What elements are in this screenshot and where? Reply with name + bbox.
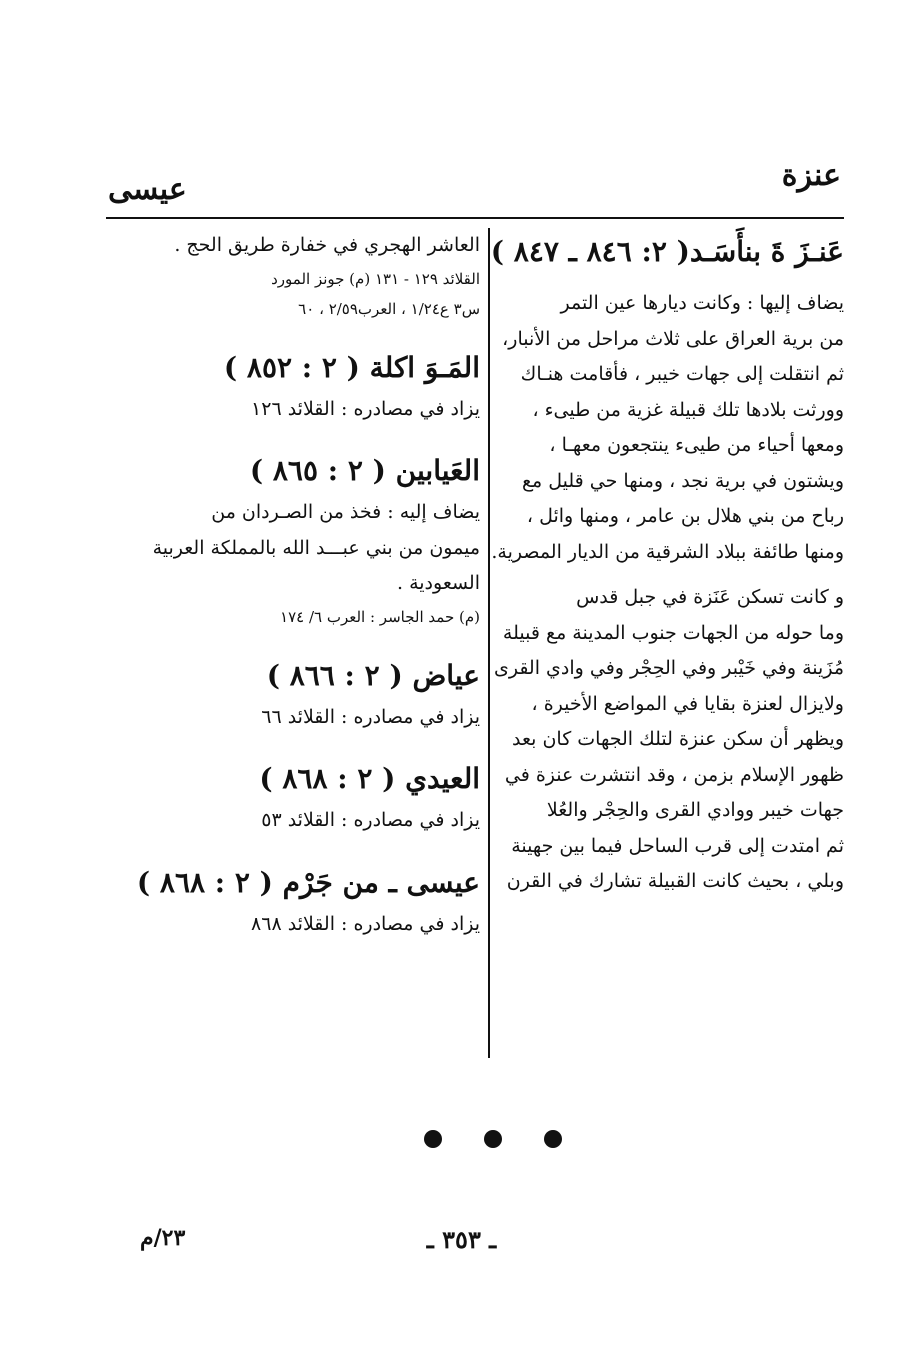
entry-note: يزاد في مصادره : القلائد ٨٦٨ bbox=[251, 912, 480, 935]
column-divider bbox=[488, 228, 490, 1058]
running-header-left: عيسى bbox=[108, 172, 187, 207]
text-line: وبلي ، بحيث كانت القبيلة تشارك في القرن bbox=[506, 870, 844, 892]
text-line: وما حوله من الجهات جنوب المدينة مع قبيلة bbox=[502, 621, 844, 644]
entry-heading-anaza: عَنـزَ ةَ بنأَسَـد( ٢: ٨٤٦ ـ ٨٤٧ ) bbox=[490, 235, 844, 268]
text-line: ثم انتقلت إلى جهات خيبر ، فأقامت هنـاك bbox=[520, 363, 844, 385]
right-column bbox=[490, 228, 844, 900]
text-line: و كانت تسكن عَنَزة في جبل قدس bbox=[576, 586, 844, 608]
text-line: السعودية . bbox=[396, 572, 480, 594]
text-line: وورثت بلادها تلك قبيلة غزية من طيىء ، bbox=[532, 398, 844, 421]
text-line: رباح من بني هلال بن عامر ، ومنها وائل ، bbox=[526, 505, 844, 527]
entry-heading-isa: عيسى ـ من جَرْم ( ٢ : ٨٦٨ ) bbox=[136, 865, 480, 899]
text-line: ومنها طائفة ببلاد الشرقية من الديار المصرية. bbox=[491, 540, 844, 563]
text-line: ويظهر أن سكن عنزة لتلك الجهات كان بعد bbox=[512, 728, 844, 750]
text-line: جهات خيبر ووادي القرى والحِجْر والعُلا bbox=[546, 799, 844, 821]
entry-heading-ayyad: عياض ( ٢ : ٨٦٦ ) bbox=[266, 658, 480, 692]
entry-note: يزاد في مصادره : القلائد ٦٦ bbox=[261, 705, 480, 728]
entry-heading-ayabin: العَيابين ( ٢ : ٨٦٥ ) bbox=[249, 454, 480, 487]
text-line: ميمون من بني عبـــد الله بالمملكة العربية bbox=[152, 536, 480, 559]
source-line: (م) حمد الجاسر : العرب ٦/ ١٧٤ bbox=[280, 607, 480, 626]
continuation-line: العاشر الهجري في خفارة طريق الحج . bbox=[174, 234, 480, 256]
ornament-dot bbox=[484, 1130, 502, 1148]
left-column bbox=[104, 228, 480, 942]
text-line: مُزَينة وفي خَيْبر وفي الحِجْر وفي وادي القرى bbox=[493, 657, 844, 679]
printer-signature: ٢٣/م bbox=[140, 1225, 186, 1251]
ornament-dot bbox=[424, 1130, 442, 1148]
text-line: ظهور الإسلام بزمن ، وقد انتشرت عنزة في bbox=[504, 763, 844, 786]
text-line: ثم امتدت إلى قرب الساحل فيما بين جهينة bbox=[511, 834, 844, 857]
text-line: من برية العراق على ثلاث مراحل من الأنبار، bbox=[502, 327, 844, 350]
text-line: يضاف إليه : فخذ من الصـردان من bbox=[211, 501, 480, 523]
text-line: ويشتون في برية نجد ، ومنها حي قليل مع bbox=[521, 469, 844, 492]
entry-heading-aydi: العيدي ( ٢ : ٨٦٨ ) bbox=[259, 762, 480, 795]
source-line: القلائد ١٢٩ - ١٣١ (م) جونز المورد bbox=[271, 269, 480, 288]
source-line: س٣ ع١/٢٤ ، العرب٢/٥٩ ، ٦٠ bbox=[298, 299, 480, 318]
text-line: يضاف إليها : وكانت ديارها عين التمر bbox=[560, 292, 844, 314]
entry-note: يزاد في مصادره : القلائد ١٢٦ bbox=[251, 397, 480, 420]
text-line: ومعها أحياء من طيىء ينتجعون معهـا ، bbox=[549, 434, 844, 456]
page-number: ـ ٣٥٣ ـ bbox=[426, 1225, 497, 1254]
running-header-right: عنزة bbox=[781, 158, 841, 193]
paragraph-2 bbox=[493, 580, 844, 900]
entry-heading-awakila: المَـوَ اكلة ( ٢ : ٨٥٢ ) bbox=[223, 350, 480, 384]
text-line: ولايزال لعنزة بقايا في المواضع الأخيرة ، bbox=[531, 692, 844, 715]
ornament-dot bbox=[544, 1130, 562, 1148]
entry-note: يزاد في مصادره : القلائد ٥٣ bbox=[261, 809, 480, 831]
paragraph-1 bbox=[491, 286, 844, 570]
header-rule bbox=[106, 217, 844, 219]
section-end-ornament bbox=[420, 1130, 570, 1150]
